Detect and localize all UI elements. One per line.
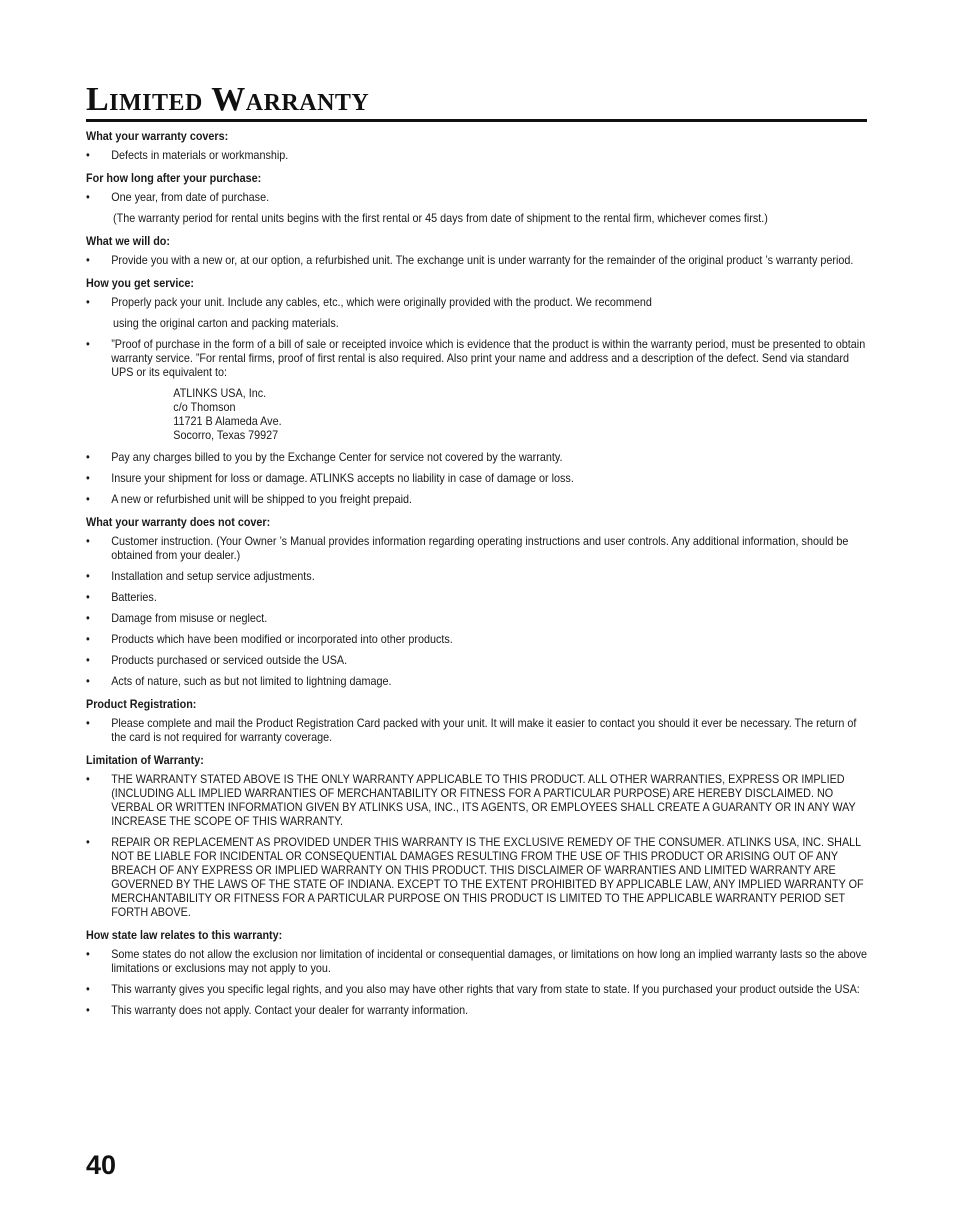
- list-item: [86, 835, 871, 919]
- list-item: [86, 590, 871, 604]
- page-title: Limited Warranty: [86, 81, 370, 118]
- list-item: [86, 632, 871, 646]
- item-text: Installation and setup service adjustments.: [111, 569, 315, 583]
- section-will-do: [86, 232, 871, 267]
- item-text: Pay any charges billed to you by the Exchange Center for service not covered by the warranty.: [111, 450, 563, 464]
- bullet: •: [86, 947, 90, 961]
- list-item: [86, 772, 871, 828]
- item-text: THE WARRANTY STATED ABOVE IS THE ONLY WARRANTY APPLICABLE TO THIS PRODUCT. ALL OTHER WARRANTIES, EXPRESS OR IMPLIED (INCLUDING ALL IMPLIED WARRANTIES OF MERCHANTABILITY OR FITNESS FOR A PARTICULAR PURPOSE) ARE HEREBY DISCLAIMED. NO VERBAL OR WRITTEN INFORMATION GIVEN BY ATLINKS USA, INC., ITS AGENTS, OR EMPLOYEES SHALL CREATE A GUARANTY OR IN ANY WAY INCREASE THE SCOPE OF THIS WARRANTY.: [111, 772, 856, 828]
- item-text: Properly pack your unit. Include any cables, etc., which were originally provided with the product. We recommend: [111, 295, 652, 309]
- section-heading: For how long after your purchase:: [86, 171, 262, 185]
- list-item: [86, 253, 871, 267]
- section-heading: Product Registration:: [86, 697, 197, 711]
- item-text: Defects in materials or workmanship.: [111, 148, 289, 162]
- list-item: [86, 653, 871, 667]
- section-heading: What your warranty covers:: [86, 129, 229, 143]
- bullet: •: [86, 982, 90, 996]
- section-heading: How you get service:: [86, 276, 195, 290]
- item-text: Acts of nature, such as but not limited to lightning damage.: [111, 674, 392, 688]
- service-address: [86, 386, 871, 442]
- bullet: •: [86, 295, 90, 309]
- title-divider: [86, 119, 867, 122]
- address-line: Socorro, Texas 79927: [173, 428, 279, 442]
- list-item: [86, 534, 871, 562]
- item-text: Customer instruction. (Your Owner ’s Manual provides information regarding operating instructions and user controls. Any additional information, should be obtained from your dealer.): [111, 534, 849, 562]
- section-get-service: [86, 274, 871, 506]
- bullet: •: [86, 148, 90, 162]
- list-item: [86, 611, 871, 625]
- warranty-content: [86, 127, 871, 1024]
- list-item: [86, 295, 871, 309]
- bullet: •: [86, 674, 90, 688]
- list-item: [86, 471, 871, 485]
- bullet: •: [86, 632, 90, 646]
- item-text: This warranty does not apply. Contact your dealer for warranty information.: [111, 1003, 469, 1017]
- address-line: c/o Thomson: [173, 400, 236, 414]
- bullet: •: [86, 492, 90, 506]
- page-number: 40: [86, 1150, 117, 1180]
- item-text: Insure your shipment for loss or damage. ATLINKS accepts no liability in case of damage or loss.: [111, 471, 574, 485]
- bullet: •: [86, 569, 90, 583]
- bullet: •: [86, 611, 90, 625]
- bullet: •: [86, 534, 90, 548]
- list-item: [86, 450, 871, 464]
- bullet: •: [86, 835, 90, 849]
- section-covers: [86, 127, 871, 162]
- section-not-cover: [86, 513, 871, 688]
- list-item: [86, 492, 871, 506]
- bullet: •: [86, 653, 90, 667]
- section-heading: What we will do:: [86, 234, 170, 248]
- section-limitation: [86, 751, 871, 919]
- list-item: [86, 982, 871, 996]
- list-item: [86, 947, 871, 975]
- list-item: [86, 190, 871, 204]
- item-text: Some states do not allow the exclusion nor limitation of incidental or consequential damages, or limitations on how long an implied warranty lasts so the above limitations or exclusions may not apply to you.: [111, 947, 868, 975]
- list-item: [86, 569, 871, 583]
- bullet: •: [86, 450, 90, 464]
- section-heading: What your warranty does not cover:: [86, 515, 271, 529]
- item-text: One year, from date of purchase.: [111, 190, 270, 204]
- packing-note: using the original carton and packing materials.: [113, 316, 339, 330]
- section-registration: [86, 695, 871, 744]
- bullet: •: [86, 716, 90, 730]
- item-text: Products purchased or serviced outside the USA.: [111, 653, 348, 667]
- list-item: [86, 1003, 871, 1017]
- item-text: Products which have been modified or incorporated into other products.: [111, 632, 453, 646]
- rental-note: (The warranty period for rental units begins with the first rental or 45 days from date of shipment to the rental firm, whichever comes first.): [113, 211, 768, 225]
- bullet: •: [86, 1003, 90, 1017]
- bullet: •: [86, 590, 90, 604]
- item-text: Damage from misuse or neglect.: [111, 611, 268, 625]
- address-line: ATLINKS USA, Inc.: [173, 386, 267, 400]
- bullet: •: [86, 190, 90, 204]
- section-how-long: [86, 169, 871, 225]
- bullet: •: [86, 772, 90, 786]
- item-text: REPAIR OR REPLACEMENT AS PROVIDED UNDER THIS WARRANTY IS THE EXCLUSIVE REMEDY OF THE CONSUMER. ATLINKS USA, INC. SHALL NOT BE LIABLE FOR INCIDENTAL OR CONSEQUENTIAL DAMAGES RESULTING FROM THE USE OF THIS PRODUCT OR ARISING OUT OF ANY BREACH OF ANY EXPRESS OR IMPLIED WARRANTY ON THIS PRODUCT. THIS DISCLAIMER OF WARRANTIES AND LIMITED WARRANTY ARE GOVERNED BY THE LAWS OF THE STATE OF INDIANA. EXCEPT TO THE EXTENT PROHIBITED BY APPLICABLE LAW, ANY IMPLIED WARRANTY OF MERCHANTABILITY OR FITNESS FOR A PARTICULAR PURPOSE ON THIS PRODUCT IS LIMITED TO THE APPLICABLE WARRANTY PERIOD SET FORTH ABOVE.: [111, 835, 864, 919]
- section-heading: How state law relates to this warranty:: [86, 928, 283, 942]
- address-line: 11721 B Alameda Ave.: [173, 414, 282, 428]
- item-text: Batteries.: [111, 590, 157, 604]
- section-heading: Limitation of Warranty:: [86, 753, 204, 767]
- section-state-law: [86, 926, 871, 1017]
- list-item: [86, 148, 871, 162]
- bullet: •: [86, 253, 90, 267]
- item-text: Please complete and mail the Product Registration Card packed with your unit. It will make it easier to contact you should it ever be necessary. The return of the card is not required for warranty coverage.: [111, 716, 857, 744]
- list-item: [86, 716, 871, 744]
- list-item: [86, 674, 871, 688]
- item-text: ”Proof of purchase in the form of a bill of sale or receipted invoice which is evidence that the product is within the warranty period, must be presented to obtain warranty service. ”For rental firms, proof of first rental is also required. Also print your name and address and a description of the defect. Send via standard UPS or its equivalent to:: [111, 337, 866, 379]
- bullet: •: [86, 471, 90, 485]
- item-text: A new or refurbished unit will be shipped to you freight prepaid.: [111, 492, 412, 506]
- item-text: This warranty gives you specific legal rights, and you also may have other rights that vary from state to state. If you purchased your product outside the USA:: [111, 982, 860, 996]
- item-text: Provide you with a new or, at our option, a refurbished unit. The exchange unit is under warranty for the remainder of the original product ’s warranty period.: [111, 253, 854, 267]
- bullet: •: [86, 337, 90, 351]
- list-item: [86, 337, 871, 379]
